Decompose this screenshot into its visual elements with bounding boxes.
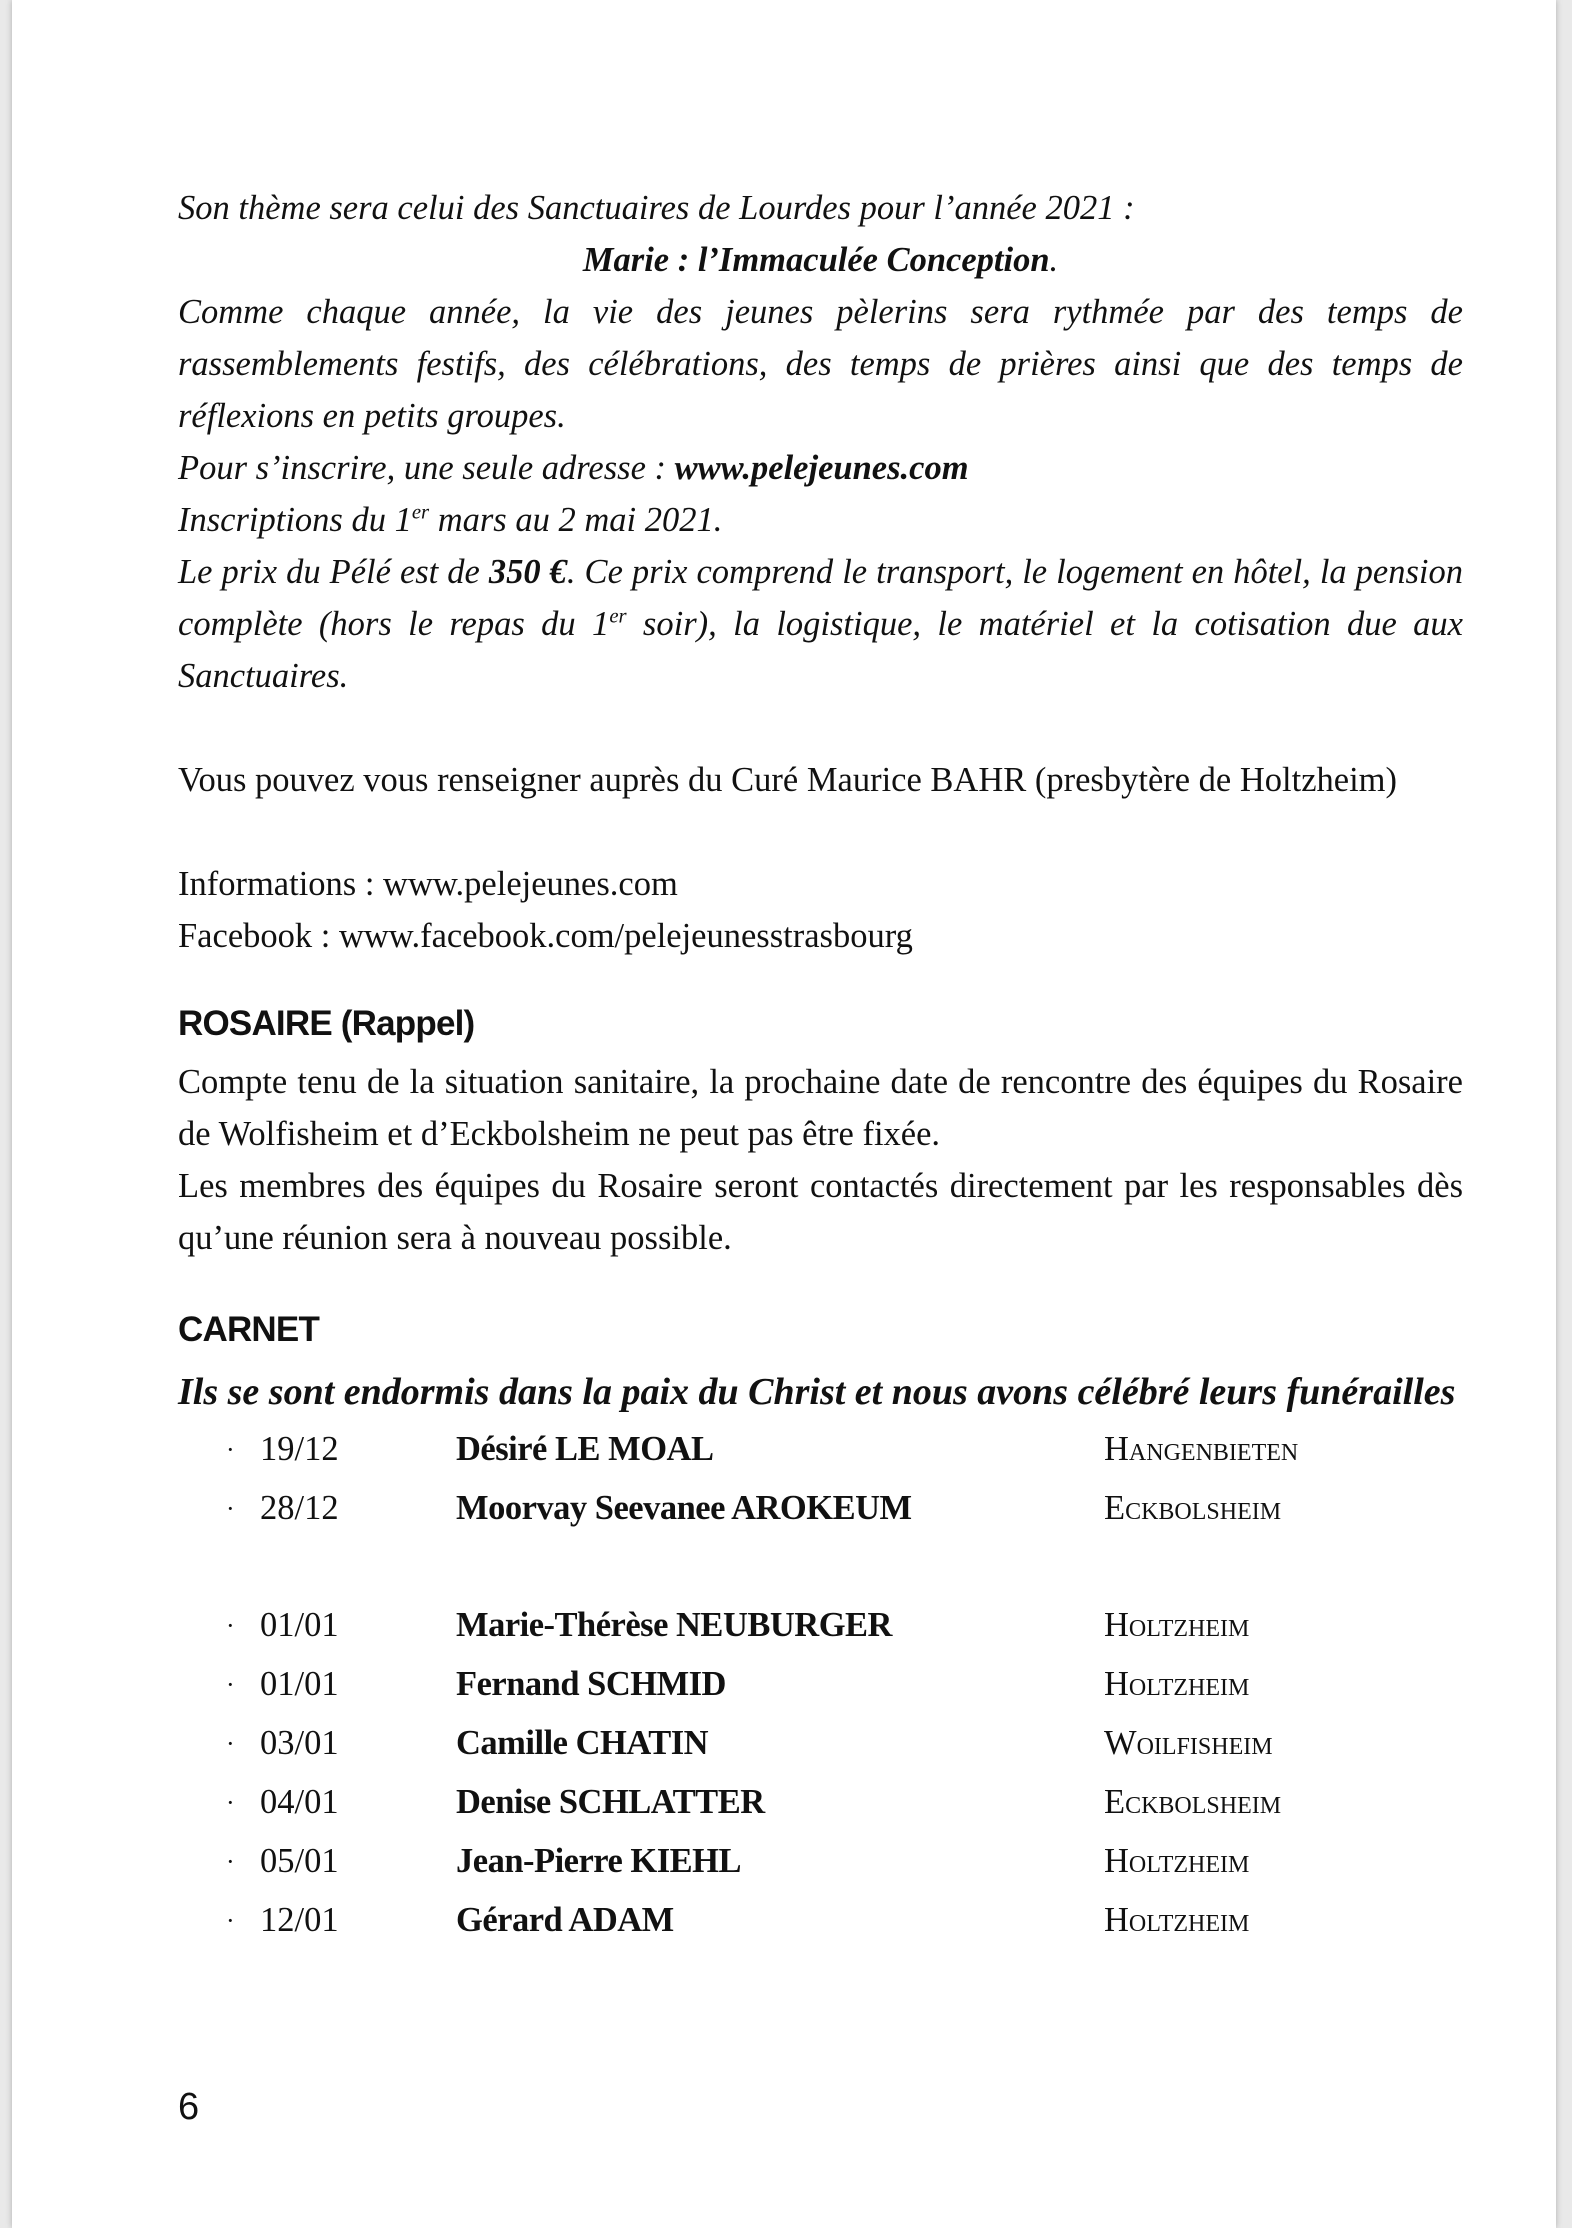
document-page [12, 0, 1556, 2228]
bullet: · [226, 1610, 235, 1640]
description-paragraph: Comme chaque année, la vie des jeunes pèlerins sera rythmée par des temps de rassemblements festifs, des célébrations, des temps de prières ainsi que des temps de réflexions en petits groupes. [178, 293, 1463, 435]
table-row [226, 1655, 1298, 1714]
table-row [226, 1596, 1298, 1655]
bullet: · [226, 1787, 235, 1817]
theme-title: Marie : l’Immaculée Conception [582, 241, 1050, 279]
contact-paragraph: Vous pouvez vous renseigner auprès du Curé Maurice BAHR (presbytère de Holtzheim) [178, 761, 1397, 799]
inscriptions-sup: er [411, 501, 430, 524]
bullet: · [226, 1434, 235, 1464]
entry-place: Woilfisheim [1104, 1724, 1273, 1762]
theme-line: Son thème sera celui des Sanctuaires de Lourdes pour l’année 2021 : [178, 189, 1135, 227]
facebook-line: Facebook : www.facebook.com/pelejeunesstrasbourg [178, 917, 913, 955]
informations-line: Informations : www.pelejeunes.com [178, 865, 678, 903]
bullet: · [226, 1846, 235, 1876]
entry-place: Eckbolsheim [1104, 1783, 1282, 1821]
price-value: 350 € [488, 553, 567, 591]
entry-place: Holtzheim [1104, 1606, 1250, 1644]
carnet-subtitle: Ils se sont endormis dans la paix du Christ et nous avons célébré leurs funérailles [178, 1371, 1456, 1413]
entry-place: Holtzheim [1104, 1842, 1250, 1880]
table-row [226, 1420, 1298, 1479]
inscriptions-line [178, 494, 1463, 546]
table-spacer-cell [226, 1538, 1298, 1596]
price-middle: . Ce prix comprend le transport, le logement en hôtel, la pension complète (hors le repas du 1 [178, 553, 1464, 643]
entry-name: Désiré LE MOAL [456, 1430, 714, 1468]
bullet: · [226, 1493, 235, 1523]
spacer [178, 1264, 1463, 1304]
carnet-table [226, 1420, 1298, 1950]
entry-place: Holtzheim [1104, 1665, 1250, 1703]
rosaire-paragraph-1: Compte tenu de la situation sanitaire, la prochaine date de rencontre des équipes du Rosaire de Wolfisheim et d’Eckbolsheim ne peut pas être fixée. [178, 1063, 1463, 1153]
entry-place: Eckbolsheim [1104, 1489, 1282, 1527]
inscriptions-prefix: Inscriptions du 1 [178, 501, 412, 539]
bullet: · [226, 1728, 235, 1758]
page-content [178, 182, 1463, 1950]
entry-date: 05/01 [260, 1842, 339, 1880]
bullet: · [226, 1905, 235, 1935]
spacer [178, 702, 1463, 754]
inscriptions-suffix: mars au 2 mai 2021. [429, 501, 723, 539]
signup-prefix: Pour s’inscrire, une seule adresse : [178, 449, 675, 487]
bullet: · [226, 1669, 235, 1699]
table-row [226, 1891, 1298, 1950]
page-number: 6 [178, 2086, 200, 2128]
carnet-heading: CARNET [178, 1310, 320, 1349]
entry-name: Camille CHATIN [456, 1724, 709, 1762]
table-row [226, 1479, 1298, 1538]
theme-title-end: . [1049, 241, 1059, 279]
theme-title-line [178, 234, 1463, 286]
entry-name: Jean-Pierre KIEHL [456, 1842, 742, 1880]
entry-date: 28/12 [260, 1489, 339, 1527]
entry-name: Denise SCHLATTER [456, 1783, 765, 1821]
price-sup: er [609, 605, 627, 628]
spacer [178, 806, 1463, 858]
entry-date: 12/01 [260, 1901, 339, 1939]
entry-date: 19/12 [260, 1430, 339, 1468]
entry-date: 04/01 [260, 1783, 339, 1821]
entry-date: 03/01 [260, 1724, 339, 1762]
table-row [226, 1832, 1298, 1891]
price-paragraph [178, 546, 1463, 702]
price-prefix: Le prix du Pélé est de [178, 553, 489, 591]
entry-name: Marie-Thérèse NEUBURGER [456, 1606, 892, 1644]
spacer [178, 962, 1463, 998]
entry-date: 01/01 [260, 1606, 339, 1644]
table-row [226, 1773, 1298, 1832]
price-suffix: soir), la logistique, le matériel et la cotisation due aux Sanctuaires. [178, 605, 1463, 695]
signup-line [178, 442, 1463, 494]
entry-place: Hangenbieten [1104, 1430, 1299, 1468]
entry-place: Holtzheim [1104, 1901, 1250, 1939]
table-row [226, 1714, 1298, 1773]
entry-date: 01/01 [260, 1665, 339, 1703]
entry-name: Gérard ADAM [456, 1901, 674, 1939]
table-spacer-row [226, 1538, 1298, 1596]
signup-url[interactable]: www.pelejeunes.com [674, 449, 969, 487]
rosaire-paragraph-2: Les membres des équipes du Rosaire seront contactés directement par les responsables dès qu’une réunion sera à nouveau possible. [178, 1167, 1463, 1257]
rosaire-heading: ROSAIRE (Rappel) [178, 1004, 475, 1043]
entry-name: Moorvay Seevanee AROKEUM [456, 1489, 912, 1527]
entry-name: Fernand SCHMID [456, 1665, 726, 1703]
